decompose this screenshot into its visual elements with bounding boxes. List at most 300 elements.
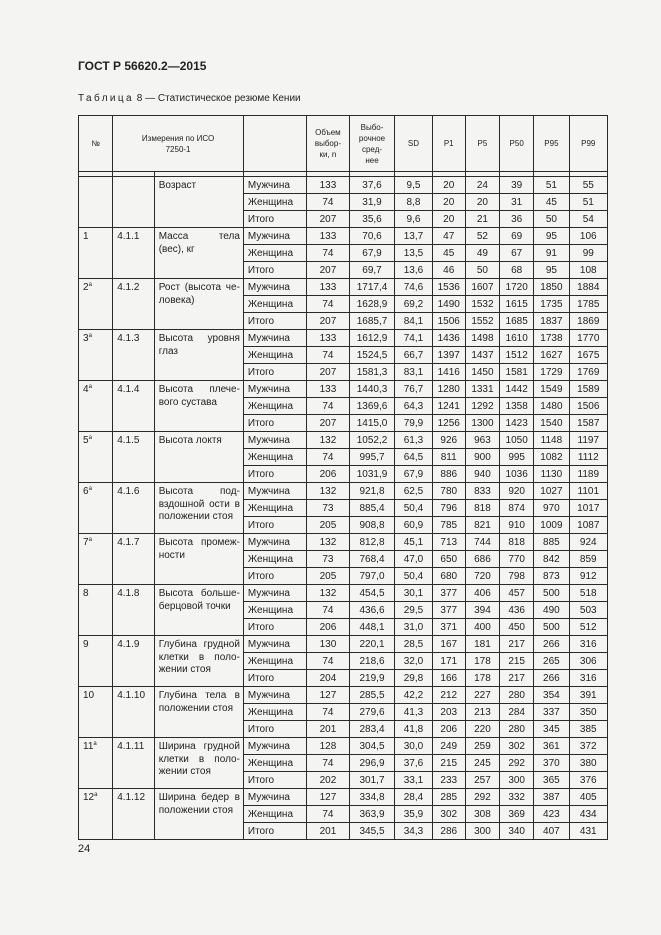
value-p99: 108 xyxy=(569,262,607,279)
group-label: Мужчина xyxy=(243,585,306,602)
value-p5: 1450 xyxy=(465,364,499,381)
iso-code: 4.1.12 xyxy=(113,789,154,840)
value-p5: 1498 xyxy=(465,330,499,347)
value-p5: 300 xyxy=(465,823,499,840)
value-p5: 213 xyxy=(465,704,499,721)
value-n: 132 xyxy=(307,585,350,602)
value-p1: 20 xyxy=(432,194,465,211)
measure-name: Рост (высота че-ловека) xyxy=(154,279,243,330)
value-sd: 13,7 xyxy=(395,228,432,245)
iso-code: 4.1.1 xyxy=(113,228,154,279)
table-row xyxy=(79,330,608,347)
value-p95: 50 xyxy=(534,211,569,228)
footnote-marker: а xyxy=(88,282,92,288)
value-sd: 83,1 xyxy=(395,364,432,381)
measure-number-value: 5 xyxy=(83,435,89,446)
value-p5: 744 xyxy=(465,534,499,551)
group-label: Женщина xyxy=(243,245,306,262)
value-n: 74 xyxy=(307,398,350,415)
value-p1: 171 xyxy=(432,653,465,670)
value-p1: 1280 xyxy=(432,381,465,398)
value-p50: 300 xyxy=(500,772,534,789)
value-p99: 431 xyxy=(569,823,607,840)
value-p99: 1189 xyxy=(569,466,607,483)
value-p99: 912 xyxy=(569,568,607,585)
value-sd: 34,3 xyxy=(395,823,432,840)
value-sd: 29,8 xyxy=(395,670,432,687)
value-n: 74 xyxy=(307,449,350,466)
value-p95: 500 xyxy=(534,585,569,602)
iso-code: 4.1.10 xyxy=(113,687,154,738)
value-p50: 1358 xyxy=(500,398,534,415)
value-p99: 106 xyxy=(569,228,607,245)
value-n: 73 xyxy=(307,551,350,568)
value-p99: 385 xyxy=(569,721,607,738)
value-p5: 963 xyxy=(465,432,499,449)
value-mean: 1052,2 xyxy=(349,432,395,449)
value-p1: 167 xyxy=(432,636,465,653)
value-mean: 908,8 xyxy=(349,517,395,534)
measure-name: Возраст xyxy=(154,177,243,228)
table-caption xyxy=(78,93,301,104)
value-n: 205 xyxy=(307,568,350,585)
value-p1: 1416 xyxy=(432,364,465,381)
value-p1: 215 xyxy=(432,755,465,772)
value-p95: 365 xyxy=(534,772,569,789)
value-p1: 377 xyxy=(432,602,465,619)
iso-code: 4.1.4 xyxy=(113,381,154,432)
group-label: Мужчина xyxy=(243,534,306,551)
value-p50: 798 xyxy=(500,568,534,585)
value-p1: 286 xyxy=(432,823,465,840)
value-p99: 1770 xyxy=(569,330,607,347)
col-header-p99: P99 xyxy=(569,116,607,172)
value-sd: 13,5 xyxy=(395,245,432,262)
value-n: 74 xyxy=(307,806,350,823)
value-p1: 203 xyxy=(432,704,465,721)
value-p95: 1540 xyxy=(534,415,569,432)
value-sd: 67,9 xyxy=(395,466,432,483)
group-label: Женщина xyxy=(243,653,306,670)
value-mean: 1628,9 xyxy=(349,296,395,313)
value-n: 205 xyxy=(307,517,350,534)
value-n: 128 xyxy=(307,738,350,755)
value-mean: 1524,5 xyxy=(349,347,395,364)
value-n: 74 xyxy=(307,653,350,670)
value-p5: 818 xyxy=(465,500,499,517)
table-row xyxy=(79,585,608,602)
value-mean: 921,8 xyxy=(349,483,395,500)
value-p50: 436 xyxy=(500,602,534,619)
value-p95: 95 xyxy=(534,262,569,279)
value-p99: 1101 xyxy=(569,483,607,500)
measure-number xyxy=(79,177,113,228)
value-p1: 233 xyxy=(432,772,465,789)
value-p5: 406 xyxy=(465,585,499,602)
value-p50: 1512 xyxy=(500,347,534,364)
value-mean: 304,5 xyxy=(349,738,395,755)
value-mean: 1440,3 xyxy=(349,381,395,398)
value-p5: 52 xyxy=(465,228,499,245)
value-p50: 284 xyxy=(500,704,534,721)
measure-name: Высота под-вздошной ости в положении стоя xyxy=(154,483,243,534)
caption-number: 8 xyxy=(136,93,143,104)
value-p1: 680 xyxy=(432,568,465,585)
table-row xyxy=(79,279,608,296)
value-n: 207 xyxy=(307,415,350,432)
value-n: 74 xyxy=(307,602,350,619)
value-p1: 1506 xyxy=(432,313,465,330)
value-p5: 833 xyxy=(465,483,499,500)
value-p95: 387 xyxy=(534,789,569,806)
value-p50: 68 xyxy=(500,262,534,279)
value-p1: 1490 xyxy=(432,296,465,313)
value-mean: 31,9 xyxy=(349,194,395,211)
col-header-n xyxy=(307,116,350,172)
group-label: Итого xyxy=(243,211,306,228)
value-p95: 1627 xyxy=(534,347,569,364)
group-label: Женщина xyxy=(243,602,306,619)
value-n: 73 xyxy=(307,500,350,517)
group-label: Женщина xyxy=(243,500,306,517)
group-label: Итого xyxy=(243,721,306,738)
value-p1: 371 xyxy=(432,619,465,636)
col-header-mean-text: Выбо-рочное сред-нее xyxy=(358,122,386,165)
iso-code: 4.1.7 xyxy=(113,534,154,585)
value-sd: 37,6 xyxy=(395,755,432,772)
value-p5: 227 xyxy=(465,687,499,704)
table-row xyxy=(79,432,608,449)
value-mean: 797,0 xyxy=(349,568,395,585)
measure-number xyxy=(79,330,113,381)
value-p99: 1675 xyxy=(569,347,607,364)
value-p99: 1587 xyxy=(569,415,607,432)
value-p95: 95 xyxy=(534,228,569,245)
value-mean: 1612,9 xyxy=(349,330,395,347)
measure-number-value: 10 xyxy=(83,690,95,701)
value-p5: 686 xyxy=(465,551,499,568)
value-n: 74 xyxy=(307,347,350,364)
value-p99: 99 xyxy=(569,245,607,262)
measure-number-value: 8 xyxy=(83,588,89,599)
statistics-table xyxy=(78,115,608,840)
caption-text: — Статистическое резюме Кении xyxy=(145,93,301,104)
value-p5: 1532 xyxy=(465,296,499,313)
value-mean: 436,6 xyxy=(349,602,395,619)
value-p1: 926 xyxy=(432,432,465,449)
group-label: Итого xyxy=(243,466,306,483)
value-p95: 1009 xyxy=(534,517,569,534)
value-mean: 35,6 xyxy=(349,211,395,228)
value-p1: 302 xyxy=(432,806,465,823)
value-mean: 219,9 xyxy=(349,670,395,687)
measure-number xyxy=(79,687,113,738)
measure-number xyxy=(79,789,113,840)
caption-prefix: Таблица xyxy=(78,93,135,104)
value-p99: 306 xyxy=(569,653,607,670)
footnote-marker: а xyxy=(88,333,92,339)
value-p99: 1785 xyxy=(569,296,607,313)
value-p95: 1549 xyxy=(534,381,569,398)
value-p50: 818 xyxy=(500,534,534,551)
group-label: Мужчина xyxy=(243,381,306,398)
measure-name: Высота больше-берцовой точки xyxy=(154,585,243,636)
value-p50: 457 xyxy=(500,585,534,602)
value-p50: 450 xyxy=(500,619,534,636)
value-p95: 45 xyxy=(534,194,569,211)
value-sd: 69,2 xyxy=(395,296,432,313)
value-p50: 1610 xyxy=(500,330,534,347)
value-p5: 821 xyxy=(465,517,499,534)
value-p1: 47 xyxy=(432,228,465,245)
value-sd: 13,6 xyxy=(395,262,432,279)
value-sd: 29,5 xyxy=(395,602,432,619)
value-mean: 454,5 xyxy=(349,585,395,602)
value-p99: 54 xyxy=(569,211,607,228)
group-label: Женщина xyxy=(243,449,306,466)
footnote-marker: а xyxy=(93,741,97,747)
col-header-p5: P5 xyxy=(465,116,499,172)
value-p50: 217 xyxy=(500,636,534,653)
value-sd: 50,4 xyxy=(395,568,432,585)
measure-number-value: 9 xyxy=(83,639,89,650)
value-p95: 407 xyxy=(534,823,569,840)
value-mean: 1031,9 xyxy=(349,466,395,483)
value-mean: 220,1 xyxy=(349,636,395,653)
value-p1: 166 xyxy=(432,670,465,687)
value-p5: 292 xyxy=(465,789,499,806)
value-n: 133 xyxy=(307,177,350,194)
value-p1: 1536 xyxy=(432,279,465,296)
group-label: Итого xyxy=(243,415,306,432)
value-p50: 332 xyxy=(500,789,534,806)
value-p1: 212 xyxy=(432,687,465,704)
measure-name: Ширина грудной клетки в поло-жении стоя xyxy=(154,738,243,789)
value-n: 206 xyxy=(307,466,350,483)
measure-number xyxy=(79,738,113,789)
col-header-n-text: Объем выбор-ки, n xyxy=(314,128,341,159)
value-sd: 9,6 xyxy=(395,211,432,228)
iso-code: 4.1.2 xyxy=(113,279,154,330)
value-sd: 9,5 xyxy=(395,177,432,194)
value-p95: 873 xyxy=(534,568,569,585)
value-p99: 1589 xyxy=(569,381,607,398)
value-p1: 713 xyxy=(432,534,465,551)
value-p50: 1581 xyxy=(500,364,534,381)
value-n: 133 xyxy=(307,228,350,245)
measure-number-value: 6 xyxy=(83,486,89,497)
value-mean: 1685,7 xyxy=(349,313,395,330)
value-n: 207 xyxy=(307,211,350,228)
value-p50: 1720 xyxy=(500,279,534,296)
group-label: Итого xyxy=(243,262,306,279)
group-label: Итого xyxy=(243,772,306,789)
measure-name: Ширина бедер в положении стоя xyxy=(154,789,243,840)
value-sd: 64,5 xyxy=(395,449,432,466)
value-p95: 266 xyxy=(534,670,569,687)
group-label: Мужчина xyxy=(243,483,306,500)
value-sd: 30,1 xyxy=(395,585,432,602)
value-p5: 49 xyxy=(465,245,499,262)
value-n: 207 xyxy=(307,313,350,330)
value-p95: 1130 xyxy=(534,466,569,483)
group-label: Итого xyxy=(243,619,306,636)
value-mean: 812,8 xyxy=(349,534,395,551)
measure-number-value: 2 xyxy=(83,282,89,293)
value-p99: 376 xyxy=(569,772,607,789)
table-row xyxy=(79,789,608,806)
value-p5: 220 xyxy=(465,721,499,738)
value-mean: 345,5 xyxy=(349,823,395,840)
value-mean: 69,7 xyxy=(349,262,395,279)
value-p99: 1869 xyxy=(569,313,607,330)
value-p5: 308 xyxy=(465,806,499,823)
iso-code: 4.1.11 xyxy=(113,738,154,789)
value-n: 127 xyxy=(307,687,350,704)
group-label: Итого xyxy=(243,823,306,840)
value-p1: 796 xyxy=(432,500,465,517)
value-sd: 76,7 xyxy=(395,381,432,398)
value-mean: 301,7 xyxy=(349,772,395,789)
value-sd: 79,9 xyxy=(395,415,432,432)
table-row xyxy=(79,483,608,500)
value-p1: 811 xyxy=(432,449,465,466)
value-p1: 46 xyxy=(432,262,465,279)
value-p95: 370 xyxy=(534,755,569,772)
value-p5: 21 xyxy=(465,211,499,228)
measure-number-value: 3 xyxy=(83,333,89,344)
value-sd: 74,6 xyxy=(395,279,432,296)
value-sd: 41,3 xyxy=(395,704,432,721)
value-p99: 1017 xyxy=(569,500,607,517)
col-header-no: № xyxy=(79,116,113,172)
measure-name: Высота плече-вого сустава xyxy=(154,381,243,432)
group-label: Итого xyxy=(243,670,306,687)
value-sd: 84,1 xyxy=(395,313,432,330)
value-n: 74 xyxy=(307,194,350,211)
value-p1: 1436 xyxy=(432,330,465,347)
value-p5: 1437 xyxy=(465,347,499,364)
value-p99: 51 xyxy=(569,194,607,211)
measure-number xyxy=(79,534,113,585)
value-n: 207 xyxy=(307,262,350,279)
value-p50: 1615 xyxy=(500,296,534,313)
value-sd: 60,9 xyxy=(395,517,432,534)
measure-number xyxy=(79,636,113,687)
group-label: Мужчина xyxy=(243,789,306,806)
value-p99: 434 xyxy=(569,806,607,823)
value-p50: 1442 xyxy=(500,381,534,398)
value-p50: 340 xyxy=(500,823,534,840)
value-p50: 292 xyxy=(500,755,534,772)
iso-code: 4.1.3 xyxy=(113,330,154,381)
value-p95: 970 xyxy=(534,500,569,517)
value-n: 74 xyxy=(307,704,350,721)
value-p95: 266 xyxy=(534,636,569,653)
value-p99: 1769 xyxy=(569,364,607,381)
group-label: Женщина xyxy=(243,194,306,211)
table-row xyxy=(79,228,608,245)
footnote-marker: а xyxy=(88,486,92,492)
value-n: 206 xyxy=(307,619,350,636)
value-p1: 1241 xyxy=(432,398,465,415)
value-n: 201 xyxy=(307,721,350,738)
value-p50: 215 xyxy=(500,653,534,670)
value-n: 132 xyxy=(307,483,350,500)
value-p50: 1036 xyxy=(500,466,534,483)
iso-code: 4.1.9 xyxy=(113,636,154,687)
value-n: 133 xyxy=(307,279,350,296)
value-p50: 874 xyxy=(500,500,534,517)
iso-code: 4.1.8 xyxy=(113,585,154,636)
value-p5: 1552 xyxy=(465,313,499,330)
value-p95: 1850 xyxy=(534,279,569,296)
measure-name: Высота локтя xyxy=(154,432,243,483)
value-mean: 1581,3 xyxy=(349,364,395,381)
group-label: Мужчина xyxy=(243,432,306,449)
table-row xyxy=(79,636,608,653)
group-label: Итого xyxy=(243,364,306,381)
value-n: 207 xyxy=(307,364,350,381)
group-label: Женщина xyxy=(243,347,306,364)
value-p95: 1738 xyxy=(534,330,569,347)
value-p5: 178 xyxy=(465,670,499,687)
footnote-marker: а xyxy=(94,792,98,798)
col-header-mean xyxy=(349,116,395,172)
measure-name: Глубина грудной клетки в поло-жении стоя xyxy=(154,636,243,687)
group-label: Женщина xyxy=(243,551,306,568)
value-p95: 1837 xyxy=(534,313,569,330)
value-p95: 1027 xyxy=(534,483,569,500)
value-p5: 900 xyxy=(465,449,499,466)
value-p5: 1607 xyxy=(465,279,499,296)
value-p95: 1729 xyxy=(534,364,569,381)
value-p1: 285 xyxy=(432,789,465,806)
value-p5: 257 xyxy=(465,772,499,789)
value-p1: 45 xyxy=(432,245,465,262)
value-p1: 780 xyxy=(432,483,465,500)
measure-number-value: 12 xyxy=(83,792,95,803)
value-p99: 405 xyxy=(569,789,607,806)
value-p50: 69 xyxy=(500,228,534,245)
measure-name: Масса тела (вес), кг xyxy=(154,228,243,279)
value-mean: 885,4 xyxy=(349,500,395,517)
table-row xyxy=(79,381,608,398)
measure-number xyxy=(79,483,113,534)
table-body xyxy=(79,172,608,840)
value-mean: 995,7 xyxy=(349,449,395,466)
value-mean: 1369,6 xyxy=(349,398,395,415)
measure-name: Высота уровня глаз xyxy=(154,330,243,381)
value-p1: 785 xyxy=(432,517,465,534)
group-label: Мужчина xyxy=(243,330,306,347)
value-p95: 423 xyxy=(534,806,569,823)
value-p50: 217 xyxy=(500,670,534,687)
value-p5: 259 xyxy=(465,738,499,755)
value-sd: 50,4 xyxy=(395,500,432,517)
value-p95: 842 xyxy=(534,551,569,568)
value-sd: 35,9 xyxy=(395,806,432,823)
measure-number xyxy=(79,585,113,636)
value-sd: 28,4 xyxy=(395,789,432,806)
value-p50: 280 xyxy=(500,687,534,704)
value-sd: 31,0 xyxy=(395,619,432,636)
value-sd: 32,0 xyxy=(395,653,432,670)
iso-code: 4.1.5 xyxy=(113,432,154,483)
value-p99: 316 xyxy=(569,636,607,653)
value-p50: 770 xyxy=(500,551,534,568)
value-p99: 1112 xyxy=(569,449,607,466)
